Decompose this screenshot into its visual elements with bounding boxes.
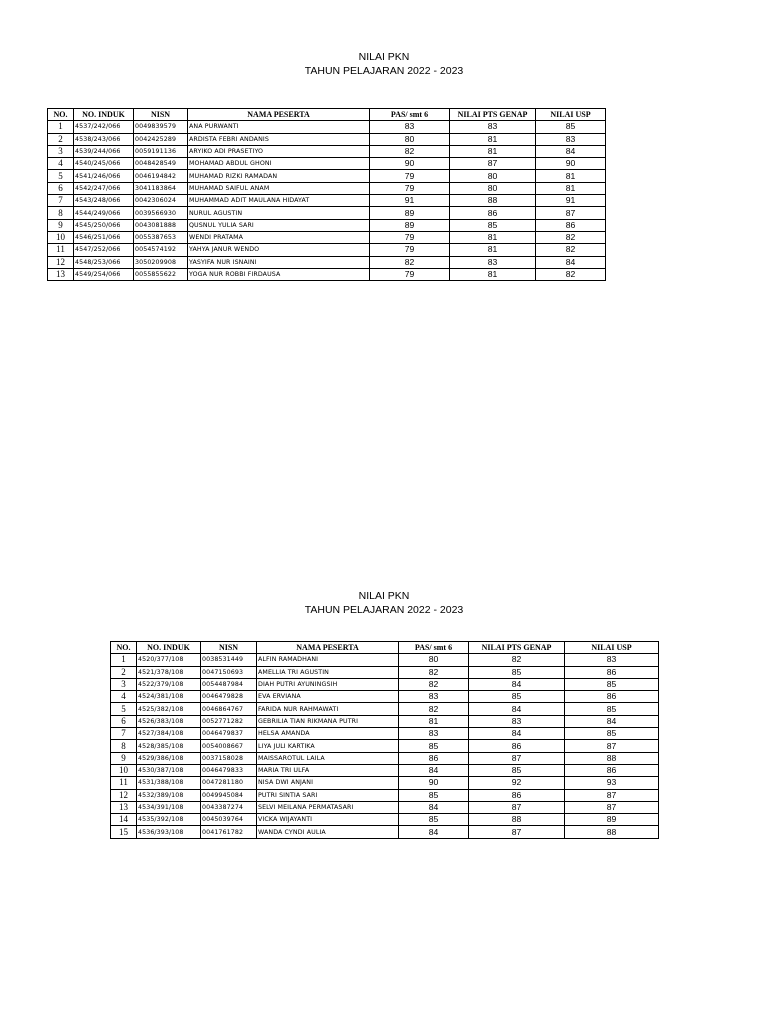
cell-no: 12: [111, 789, 137, 801]
cell-no: 2: [111, 666, 137, 678]
cell-no: 6: [48, 182, 74, 194]
table-row: [48, 145, 606, 157]
cell-no-induk: 4545/250/066: [74, 219, 134, 231]
cell-nisn: 0049945084: [201, 789, 257, 801]
cell-nama-peserta: WENDI PRATAMA: [188, 231, 370, 243]
cell-pas: 90: [399, 777, 469, 789]
cell-no-induk: 4543/248/066: [74, 195, 134, 207]
header-col-pts-genap: NILAI PTS GENAP: [450, 109, 536, 121]
cell-no: 11: [48, 244, 74, 256]
cell-no: 2: [48, 133, 74, 145]
cell-nama-peserta: MAISSAROTUL LAILA: [257, 752, 399, 764]
cell-no-induk: 4540/245/066: [74, 158, 134, 170]
cell-usp: 83: [536, 133, 606, 145]
header-col-nama-peserta: NAMA PESERTA: [257, 642, 399, 654]
cell-no: 10: [48, 231, 74, 243]
cell-pas: 85: [399, 789, 469, 801]
table-row: [48, 256, 606, 268]
cell-no-induk: 4521/378/108: [137, 666, 201, 678]
cell-pts-genap: 81: [450, 145, 536, 157]
cell-no: 7: [111, 728, 137, 740]
cell-nama-peserta: ARYIKO ADI PRASETIYO: [188, 145, 370, 157]
cell-nisn: 0046479833: [201, 764, 257, 776]
cell-pts-genap: 87: [469, 801, 565, 813]
cell-pts-genap: 87: [450, 158, 536, 170]
cell-usp: 88: [565, 826, 659, 838]
cell-pts-genap: 87: [469, 826, 565, 838]
cell-no: 3: [48, 145, 74, 157]
cell-no-induk: 4531/388/108: [137, 777, 201, 789]
cell-no-induk: 4546/251/066: [74, 231, 134, 243]
cell-nama-peserta: NURUL AGUSTIN: [188, 207, 370, 219]
cell-nama-peserta: ALFIN RAMADHANI: [257, 654, 399, 666]
table-row: [48, 231, 606, 243]
cell-pas: 83: [399, 728, 469, 740]
table-row: [48, 170, 606, 182]
table-row: [111, 801, 659, 813]
cell-usp: 90: [536, 158, 606, 170]
cell-no-induk: 4525/382/108: [137, 703, 201, 715]
cell-no: 5: [48, 170, 74, 182]
table-header-row: [48, 109, 606, 121]
table-row: [111, 703, 659, 715]
header-col-usp: NILAI USP: [536, 109, 606, 121]
cell-nama-peserta: GEBRILIA TIAN RIKMANA PUTRI: [257, 715, 399, 727]
cell-nama-peserta: AMELLIA TRI AGUSTIN: [257, 666, 399, 678]
cell-pts-genap: 87: [469, 752, 565, 764]
cell-nama-peserta: YOGA NUR ROBBI FIRDAUSA: [188, 268, 370, 280]
cell-nama-peserta: QUSNUL YULIA SARI: [188, 219, 370, 231]
cell-no: 14: [111, 814, 137, 826]
table-row: [48, 219, 606, 231]
cell-pas: 91: [370, 195, 450, 207]
cell-nama-peserta: ARDISTA FEBRI ANDANIS: [188, 133, 370, 145]
header-col-nisn: NISN: [134, 109, 188, 121]
cell-pts-genap: 81: [450, 231, 536, 243]
cell-nisn: 3050209908: [134, 256, 188, 268]
cell-usp: 87: [565, 740, 659, 752]
cell-no-induk: 4526/383/108: [137, 715, 201, 727]
cell-nisn: 3041183864: [134, 182, 188, 194]
cell-usp: 93: [565, 777, 659, 789]
cell-no-induk: 4544/249/066: [74, 207, 134, 219]
cell-pas: 82: [370, 256, 450, 268]
cell-pts-genap: 86: [469, 740, 565, 752]
cell-pas: 82: [399, 678, 469, 690]
header-col-nama-peserta: NAMA PESERTA: [188, 109, 370, 121]
cell-no-induk: 4539/244/066: [74, 145, 134, 157]
cell-pts-genap: 84: [469, 728, 565, 740]
cell-pts-genap: 80: [450, 170, 536, 182]
header-col-no-induk: NO. INDUK: [137, 642, 201, 654]
cell-no: 1: [111, 654, 137, 666]
cell-no-induk: 4538/243/066: [74, 133, 134, 145]
table-row: [111, 678, 659, 690]
cell-no-induk: 4530/387/108: [137, 764, 201, 776]
cell-pas: 81: [399, 715, 469, 727]
cell-usp: 82: [536, 244, 606, 256]
table-row: [111, 764, 659, 776]
cell-usp: 86: [565, 691, 659, 703]
section-2-subtitle: TAHUN PELAJARAN 2022 - 2023: [304, 604, 464, 616]
cell-no: 1: [48, 121, 74, 133]
cell-nisn: 0043387274: [201, 801, 257, 813]
cell-usp: 81: [536, 182, 606, 194]
header-col-no: NO.: [111, 642, 137, 654]
table-header-row: [111, 642, 659, 654]
cell-usp: 85: [565, 703, 659, 715]
table-row: [48, 195, 606, 207]
cell-nisn: 0048428549: [134, 158, 188, 170]
header-col-no: NO.: [48, 109, 74, 121]
cell-no-induk: 4537/242/066: [74, 121, 134, 133]
table-row: [48, 121, 606, 133]
cell-no: 13: [111, 801, 137, 813]
cell-no-induk: 4541/246/066: [74, 170, 134, 182]
cell-nisn: 0054574192: [134, 244, 188, 256]
cell-pts-genap: 85: [469, 764, 565, 776]
cell-pas: 79: [370, 268, 450, 280]
header-col-usp: NILAI USP: [565, 642, 659, 654]
cell-pts-genap: 81: [450, 268, 536, 280]
table-row: [111, 654, 659, 666]
cell-pas: 90: [370, 158, 450, 170]
cell-nama-peserta: YAHYA JANUR WENDO: [188, 244, 370, 256]
cell-pas: 80: [370, 133, 450, 145]
table-row: [111, 740, 659, 752]
cell-nama-peserta: WANDA CYNDI AULIA: [257, 826, 399, 838]
cell-nama-peserta: LIYA JULI KARTIKA: [257, 740, 399, 752]
cell-pas: 79: [370, 170, 450, 182]
cell-nisn: 0052771282: [201, 715, 257, 727]
table-row: [48, 158, 606, 170]
cell-no-induk: 4549/254/066: [74, 268, 134, 280]
cell-nisn: 0055855622: [134, 268, 188, 280]
cell-no: 9: [111, 752, 137, 764]
cell-nama-peserta: MOHAMAD ABDUL GHONI: [188, 158, 370, 170]
cell-nisn: 0054487984: [201, 678, 257, 690]
section-2-title: NILAI PKN: [358, 590, 410, 602]
cell-pts-genap: 82: [469, 654, 565, 666]
cell-nama-peserta: ANA PURWANTI: [188, 121, 370, 133]
cell-pts-genap: 88: [450, 195, 536, 207]
cell-nisn: 0059191136: [134, 145, 188, 157]
section-1-subtitle: TAHUN PELAJARAN 2022 - 2023: [304, 65, 464, 77]
cell-pts-genap: 85: [469, 666, 565, 678]
cell-usp: 87: [536, 207, 606, 219]
cell-nisn: 0049839579: [134, 121, 188, 133]
cell-pts-genap: 86: [450, 207, 536, 219]
table-row: [111, 789, 659, 801]
cell-nama-peserta: FARIDA NUR RAHMAWATI: [257, 703, 399, 715]
cell-no: 6: [111, 715, 137, 727]
cell-pts-genap: 86: [469, 789, 565, 801]
cell-pts-genap: 81: [450, 133, 536, 145]
cell-no-induk: 4542/247/066: [74, 182, 134, 194]
cell-nisn: 0046479837: [201, 728, 257, 740]
cell-nisn: 0054008667: [201, 740, 257, 752]
cell-pas: 83: [399, 691, 469, 703]
cell-nisn: 0055387653: [134, 231, 188, 243]
cell-no: 8: [111, 740, 137, 752]
grades-table-2: [110, 641, 659, 839]
cell-pas: 84: [399, 764, 469, 776]
table-row: [48, 268, 606, 280]
cell-no-induk: 4536/393/108: [137, 826, 201, 838]
cell-no: 8: [48, 207, 74, 219]
cell-pas: 82: [399, 666, 469, 678]
cell-pas: 85: [399, 740, 469, 752]
table-row: [48, 207, 606, 219]
cell-no: 10: [111, 764, 137, 776]
cell-pts-genap: 80: [450, 182, 536, 194]
cell-usp: 82: [536, 231, 606, 243]
cell-no-induk: 4535/392/108: [137, 814, 201, 826]
cell-pts-genap: 83: [450, 121, 536, 133]
cell-no-induk: 4528/385/108: [137, 740, 201, 752]
cell-usp: 85: [536, 121, 606, 133]
cell-pas: 82: [399, 703, 469, 715]
header-col-nisn: NISN: [201, 642, 257, 654]
section-1-title: NILAI PKN: [358, 51, 410, 63]
cell-no-induk: 4529/386/108: [137, 752, 201, 764]
cell-nama-peserta: MUHAMMAD ADIT MAULANA HIDAYAT: [188, 195, 370, 207]
cell-usp: 84: [536, 145, 606, 157]
cell-pas: 84: [399, 801, 469, 813]
table-row: [111, 666, 659, 678]
cell-nisn: 0043081888: [134, 219, 188, 231]
table-row: [111, 752, 659, 764]
cell-no-induk: 4532/389/108: [137, 789, 201, 801]
cell-usp: 85: [565, 728, 659, 740]
cell-no-induk: 4524/381/108: [137, 691, 201, 703]
cell-nisn: 0047281180: [201, 777, 257, 789]
cell-pas: 84: [399, 826, 469, 838]
cell-usp: 86: [565, 764, 659, 776]
cell-nisn: 0037158028: [201, 752, 257, 764]
table-row: [111, 691, 659, 703]
cell-pts-genap: 83: [450, 256, 536, 268]
cell-nisn: 0047150693: [201, 666, 257, 678]
header-col-pas: PAS/ smt 6: [399, 642, 469, 654]
header-col-no-induk: NO. INDUK: [74, 109, 134, 121]
cell-pas: 89: [370, 207, 450, 219]
cell-nama-peserta: YASYIFA NUR ISNAINI: [188, 256, 370, 268]
header-col-pas: PAS/ smt 6: [370, 109, 450, 121]
cell-pas: 79: [370, 182, 450, 194]
cell-no: 4: [111, 691, 137, 703]
cell-nisn: 0042306024: [134, 195, 188, 207]
cell-pts-genap: 84: [469, 678, 565, 690]
cell-usp: 82: [536, 268, 606, 280]
cell-pts-genap: 84: [469, 703, 565, 715]
cell-nama-peserta: MUHAMAD RIZKI RAMADAN: [188, 170, 370, 182]
cell-no: 13: [48, 268, 74, 280]
cell-pas: 80: [399, 654, 469, 666]
cell-pas: 82: [370, 145, 450, 157]
cell-no: 7: [48, 195, 74, 207]
cell-pts-genap: 81: [450, 244, 536, 256]
table-row: [111, 826, 659, 838]
cell-no-induk: 4520/377/108: [137, 654, 201, 666]
cell-pts-genap: 92: [469, 777, 565, 789]
cell-pts-genap: 85: [450, 219, 536, 231]
table-row: [48, 244, 606, 256]
cell-nisn: 0041761782: [201, 826, 257, 838]
cell-usp: 85: [565, 678, 659, 690]
cell-nisn: 0046479828: [201, 691, 257, 703]
cell-nama-peserta: MARIA TRI ULFA: [257, 764, 399, 776]
cell-no: 9: [48, 219, 74, 231]
cell-no-induk: 4522/379/108: [137, 678, 201, 690]
cell-no-induk: 4547/252/066: [74, 244, 134, 256]
cell-no: 11: [111, 777, 137, 789]
cell-pas: 85: [399, 814, 469, 826]
cell-pts-genap: 85: [469, 691, 565, 703]
cell-pas: 86: [399, 752, 469, 764]
cell-usp: 81: [536, 170, 606, 182]
cell-usp: 86: [536, 219, 606, 231]
table-row: [48, 182, 606, 194]
cell-nama-peserta: VICKA WIJAYANTI: [257, 814, 399, 826]
cell-no-induk: 4548/253/066: [74, 256, 134, 268]
cell-usp: 89: [565, 814, 659, 826]
cell-no-induk: 4534/391/108: [137, 801, 201, 813]
cell-nisn: 0045039764: [201, 814, 257, 826]
cell-no: 12: [48, 256, 74, 268]
cell-no: 15: [111, 826, 137, 838]
cell-nama-peserta: HELSA AMANDA: [257, 728, 399, 740]
cell-nisn: 0042425289: [134, 133, 188, 145]
cell-nama-peserta: EVA ERVIANA: [257, 691, 399, 703]
section-1-heading: [0, 50, 768, 78]
cell-nisn: 0039566930: [134, 207, 188, 219]
cell-pts-genap: 88: [469, 814, 565, 826]
cell-nama-peserta: DIAH PUTRI AYUNINGSIH: [257, 678, 399, 690]
table-row: [111, 777, 659, 789]
cell-no: 4: [48, 158, 74, 170]
cell-no: 3: [111, 678, 137, 690]
cell-pas: 83: [370, 121, 450, 133]
table-row: [111, 814, 659, 826]
cell-nisn: 0046864767: [201, 703, 257, 715]
cell-usp: 86: [565, 666, 659, 678]
cell-nama-peserta: NISA DWI ANJANI: [257, 777, 399, 789]
cell-pas: 79: [370, 244, 450, 256]
cell-usp: 84: [565, 715, 659, 727]
cell-usp: 87: [565, 801, 659, 813]
cell-no-induk: 4527/384/108: [137, 728, 201, 740]
cell-usp: 84: [536, 256, 606, 268]
cell-usp: 83: [565, 654, 659, 666]
cell-usp: 91: [536, 195, 606, 207]
cell-nama-peserta: SELVI MEILANA PERMATASARI: [257, 801, 399, 813]
table-row: [111, 728, 659, 740]
cell-pas: 89: [370, 219, 450, 231]
cell-usp: 88: [565, 752, 659, 764]
section-2-heading: [0, 589, 768, 617]
cell-nama-peserta: MUHAMAD SAIFUL ANAM: [188, 182, 370, 194]
cell-nisn: 0038531449: [201, 654, 257, 666]
grades-table-1: [47, 108, 606, 281]
header-col-pts-genap: NILAI PTS GENAP: [469, 642, 565, 654]
cell-pts-genap: 83: [469, 715, 565, 727]
cell-nama-peserta: PUTRI SINTIA SARI: [257, 789, 399, 801]
cell-no: 5: [111, 703, 137, 715]
table-row: [111, 715, 659, 727]
cell-pas: 79: [370, 231, 450, 243]
table-row: [48, 133, 606, 145]
cell-nisn: 0046194842: [134, 170, 188, 182]
cell-usp: 87: [565, 789, 659, 801]
